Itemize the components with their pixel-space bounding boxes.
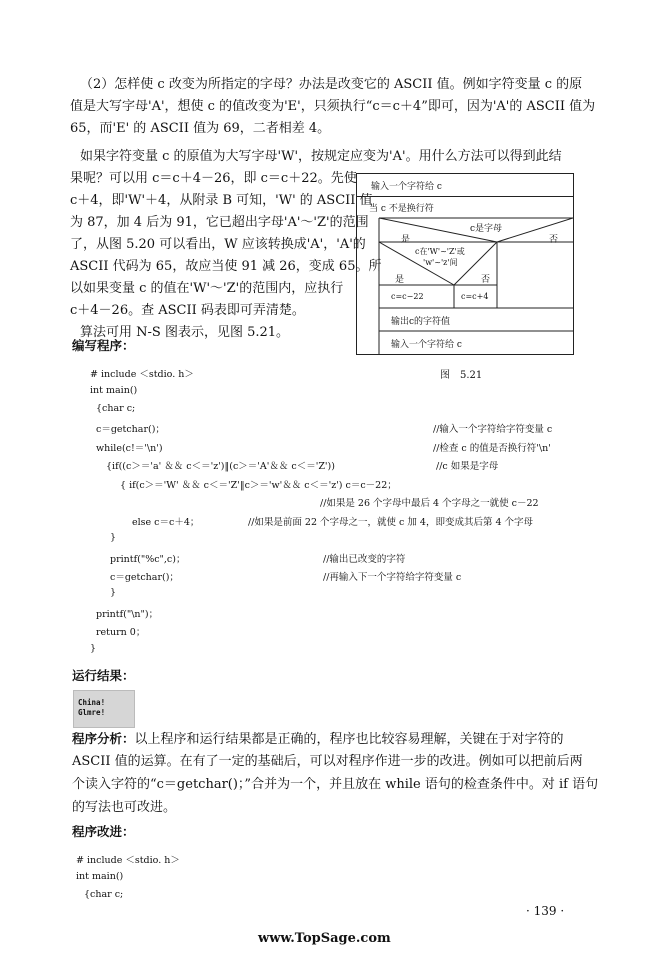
code-line: while(c!＝'\n') xyxy=(96,443,163,454)
analysis-label: 程序分析： xyxy=(72,731,135,746)
heading-write-program: 编写程序： xyxy=(72,338,135,353)
ns-diagram xyxy=(356,173,574,355)
ns-row-input: 输入一个字符给 c xyxy=(357,174,573,197)
code2-line: int main() xyxy=(76,871,124,882)
code-line: # include ＜stdio. h＞ xyxy=(90,369,194,380)
code-line: } xyxy=(90,643,97,654)
code-comment: //检查 c 的值是否换行符'\n' xyxy=(433,443,551,454)
ns-minus-22: c=c−22 xyxy=(391,292,424,301)
run-output-line: China! xyxy=(78,698,106,707)
code-line: printf("\n")； xyxy=(96,609,159,620)
paragraph-2-line-4: 为 87，加 4 后为 91，它已超出字母'A'～'Z'的范围 xyxy=(70,215,369,230)
analysis-text-1: 以上程序和运行结果都是正确的，程序也比较容易理解，关键在于对字符的 xyxy=(134,732,564,747)
paragraph-2-line-7: 以如果变量 c 的值在'W'～'Z'的范围内，应执行 xyxy=(70,281,344,296)
ns-input-again: 输入一个字符给 c xyxy=(391,340,462,350)
ns-yes-1: 是 xyxy=(401,235,411,245)
ns-plus-4: c=c+4 xyxy=(461,292,489,301)
ns-no-1: 否 xyxy=(549,235,559,245)
code-line: } xyxy=(110,532,117,543)
ns-in-range-2: 'w'~'z'间 xyxy=(423,258,458,267)
paragraph-2-line-2: 果呢？可以用 c＝c＋4－26，即 c＝c＋22。先使 xyxy=(70,171,357,186)
code-line: c＝getchar()； xyxy=(96,424,165,435)
analysis-line-1 xyxy=(72,728,564,751)
run-output-screenshot xyxy=(73,690,135,728)
figure-caption: 图 5.21 xyxy=(440,370,483,381)
footer-url: www.TopSage.com xyxy=(258,931,391,946)
paragraph-2-line-3: c＋4，即'W'＋4，从附录 B 可知，'W' 的 ASCII 值 xyxy=(70,193,373,208)
code-comment: //输入一个字符给字符变量 c xyxy=(433,424,553,435)
code2-line: # include ＜stdio. h＞ xyxy=(76,855,180,866)
code-line: printf("%c",c)； xyxy=(110,554,186,565)
code-line: else c＝c＋4； xyxy=(132,517,200,528)
ns-is-letter: c是字母 xyxy=(470,224,503,234)
ns-yes-2: 是 xyxy=(395,275,405,285)
paragraph-3: 算法可用 N-S 图表示，见图 5.21。 xyxy=(80,325,290,340)
analysis-line-3: 个读入字符的“c＝getchar()；”合并为一个，并且放在 while 语句的检查条件中。对 if 语句 xyxy=(72,777,599,792)
code-line: } xyxy=(110,587,117,598)
run-output-line: Glmre! xyxy=(78,708,106,717)
code2-line: {char c; xyxy=(84,889,124,900)
code-line: c＝getchar()； xyxy=(110,572,179,583)
code-comment: //c 如果是字母 xyxy=(436,461,499,472)
code-line: int main() xyxy=(90,385,138,396)
code-comment: //输出已改变的字符 xyxy=(323,554,406,565)
paragraph-2-line-1: 如果字符变量 c 的原值为大写字母'W'，按规定应变为'A'。用什么方法可以得到此结 xyxy=(80,149,562,164)
ns-output: 输出c的字符值 xyxy=(391,317,451,327)
ns-no-2: 否 xyxy=(481,275,491,285)
code-line: return 0； xyxy=(96,627,146,638)
code-line: { if(c＞＝'W' ＆＆ c＜＝'Z'‖c＞＝'w'＆＆ c＜＝'z') c＝c－22； xyxy=(120,480,397,491)
code-comment: //如果是 26 个字母中最后 4 个字母之一就使 c－22 xyxy=(320,498,539,509)
ns-while-label: 当 c 不是换行符 xyxy=(369,204,434,214)
code-comment: //如果是前面 22 个字母之一，就使 c 加 4，即变成其后第 4 个字母 xyxy=(248,517,534,528)
paragraph-2-line-6: ASCII 代码为 65，故应当使 91 减 26，变成 65。所 xyxy=(70,259,382,274)
analysis-line-4: 的写法也可改进。 xyxy=(72,800,177,815)
page-number: · 139 · xyxy=(526,904,565,918)
heading-improve: 程序改进： xyxy=(72,824,135,839)
ns-in-range: c在'W'~'Z'或 xyxy=(415,247,465,256)
paragraph-1-line-3: 65，而'E' 的 ASCII 值为 69，二者相差 4。 xyxy=(70,121,331,136)
paragraph-1-line-2: 值是大写字母'A'，想使 c 的值改变为'E'，只须执行“c＝c＋4”即可，因为'A'的 ASCII 值为 xyxy=(70,99,596,114)
paragraph-2-line-8: c＋4－26。查 ASCII 码表即可弄清楚。 xyxy=(70,303,305,318)
code-line: {if((c＞＝'a' ＆＆ c＜＝'z')‖(c＞＝'A'＆＆ c＜＝'Z')) xyxy=(106,461,335,472)
code-comment: //再输入下一个字符给字符变量 c xyxy=(323,572,462,583)
paragraph-1-line-1: （2）怎样使 c 改变为所指定的字母？办法是改变它的 ASCII 值。例如字符变量 c 的原 xyxy=(80,77,583,92)
heading-run-result: 运行结果： xyxy=(72,668,135,683)
analysis-line-2: ASCII 值的运算。在有了一定的基础后，可以对程序作进一步的改进。例如可以把前后两 xyxy=(72,754,583,769)
ns-lines xyxy=(357,174,573,354)
paragraph-2-line-5: 了，从图 5.20 可以看出，W 应该转换成'A'，'A'的 xyxy=(70,237,366,252)
code-line: {char c; xyxy=(96,403,136,414)
